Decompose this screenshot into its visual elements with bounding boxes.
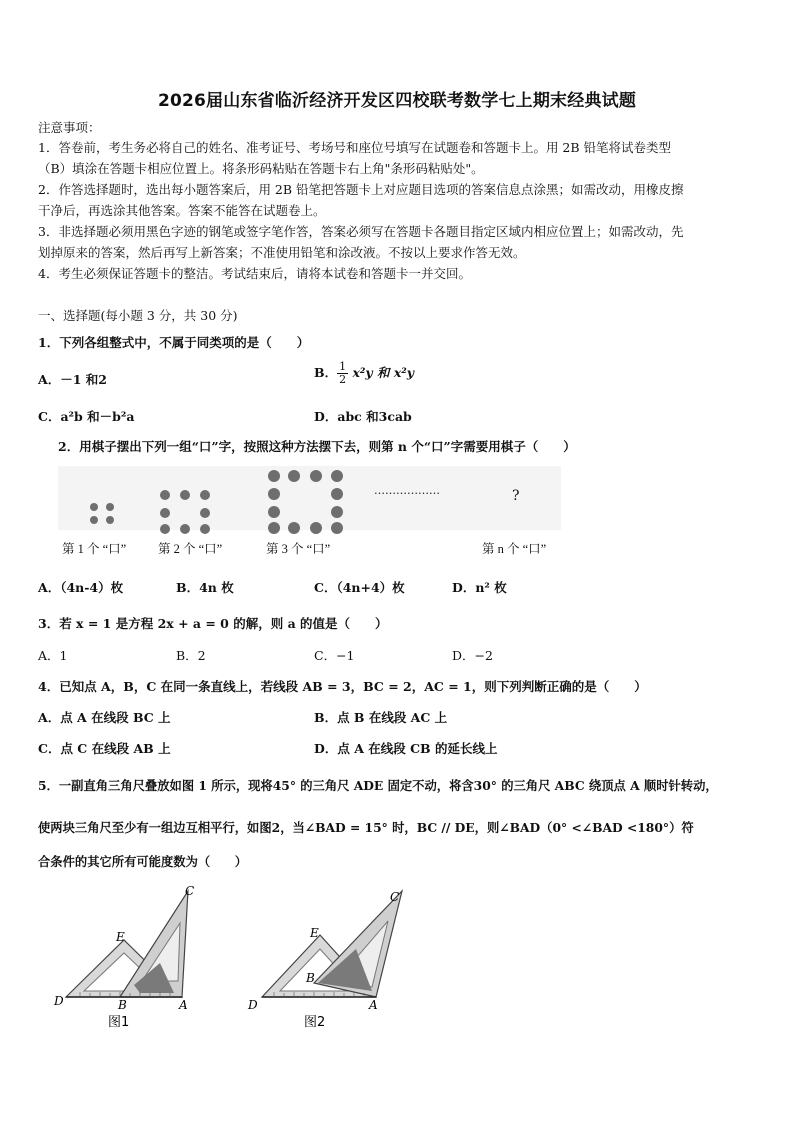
chess-piece [90, 516, 98, 524]
q3-stem: 3．若 x = 1 是方程 2x + a = 0 的解，则 a 的值是（ ） [38, 616, 388, 631]
note-line: 3．非选择题必须用黑色字迹的钢笔或签字笔作答，答案必须写在答题卡各题目指定区域内相应位置上；如需改动，先 [38, 224, 684, 239]
label-c: C [185, 885, 195, 898]
q2-option-b: B．4n 枚 [176, 580, 234, 595]
notes-header: 注意事项： [38, 120, 101, 135]
q2-option-d: D．n² 枚 [452, 580, 507, 595]
fraction-numerator: 1 [339, 360, 347, 373]
chess-piece [268, 506, 280, 518]
chess-piece [331, 522, 343, 534]
question-mark: ? [512, 488, 520, 504]
figure-caption: 第 1 个 “口” [62, 542, 127, 556]
q4-stem: 4．已知点 A，B，C 在同一条直线上，若线段 AB = 3，BC = 2，AC = 1，则下列判断正确的是（ ） [38, 679, 647, 694]
q3-option-b: B．2 [176, 648, 206, 663]
label-b: B [118, 998, 127, 1012]
chess-piece [200, 490, 210, 500]
chess-piece [331, 488, 343, 500]
q1-option-b-prefix: B． [314, 365, 338, 380]
ellipsis: ……………… [374, 484, 440, 497]
note-line: （B）填涂在答题卡相应位置上。将条形码粘贴在答题卡右上角"条形码粘贴处"。 [38, 161, 484, 176]
q5-line: 使两块三角尺至少有一组边互相平行，如图2，当∠BAD = 15° 时，BC // DE，则∠BAD（0° <∠BAD <180°）符 [38, 820, 694, 835]
label-a: A [179, 998, 188, 1012]
q3-option-c: C．−1 [314, 648, 355, 663]
chess-piece [268, 488, 280, 500]
figure-caption: 第 2 个 “口” [158, 542, 223, 556]
q1-option-d: D．abc 和3cab [314, 409, 412, 424]
q1-option-b [314, 361, 414, 386]
chess-piece [180, 490, 190, 500]
section-heading: 一、选择题(每小题 3 分，共 30 分) [38, 308, 238, 323]
q1-option-b-rest: x²y 和 x²y [352, 365, 415, 380]
q3-option-d: D．−2 [452, 648, 493, 663]
note-line: 1．答卷前，考生务必将自己的姓名、准考证号、考场号和座位号填写在试题卷和答题卡上。用 2B 铅笔将试卷类型 [38, 140, 672, 155]
label-c: C [390, 890, 400, 904]
chess-piece [288, 522, 300, 534]
q2-figure [58, 466, 561, 530]
chess-piece [106, 503, 114, 511]
chess-piece [310, 470, 322, 482]
chess-piece [160, 508, 170, 518]
chess-piece [106, 516, 114, 524]
q5-line: 合条件的其它所有可能度数为（ ） [38, 854, 248, 869]
chess-piece [180, 524, 190, 534]
q5-line: 5．一副直角三角尺叠放如图 1 所示，现将45° 的三角尺 ADE 固定不动，将含30° 的三角尺 ABC 绕顶点 A 顺时针转动， [38, 778, 718, 793]
figure-caption: 图1 [108, 1015, 130, 1030]
note-line: 4．考生必须保证答题卡的整洁。考试结束后，请将本试卷和答题卡一并交回。 [38, 266, 471, 281]
chess-piece [90, 503, 98, 511]
note-line: 干净后，再选涂其他答案。答案不能答在试题卷上。 [38, 203, 326, 218]
chess-piece [268, 470, 280, 482]
page-title: 2026届山东省临沂经济开发区四校联考数学七上期末经典试题 [157, 91, 637, 111]
note-line: 2．作答选择题时，选出每小题答案后，用 2B 铅笔把答题卡上对应题目选项的答案信息点涂黑；如需改动，用橡皮擦 [38, 182, 684, 197]
q2-option-a: A．（4n-4）枚 [38, 580, 124, 595]
chess-piece [331, 506, 343, 518]
figure-caption: 第 n 个 “口” [482, 542, 547, 556]
label-d: D [248, 998, 258, 1012]
q2-option-c: C．（4n+4）枚 [314, 580, 405, 595]
q4-option-d: D．点 A 在线段 CB 的延长线上 [314, 741, 498, 756]
fraction-denominator: 2 [339, 373, 347, 386]
chess-piece [160, 524, 170, 534]
q2-stem: 2．用棋子摆出下列一组“口”字，按照这种方法摆下去，则第 n 个“口”字需要用棋子（ ） [58, 439, 576, 454]
label-e: E [310, 926, 319, 940]
chess-piece [200, 524, 210, 534]
label-e: E [116, 930, 125, 944]
q4-option-c: C．点 C 在线段 AB 上 [38, 741, 171, 756]
note-line: 划掉原来的答案，然后再写上新答案；不准使用铅笔和涂改液。不按以上要求作答无效。 [38, 245, 526, 260]
q4-option-b: B．点 B 在线段 AC 上 [314, 710, 448, 725]
label-d: D [54, 994, 64, 1008]
figure-caption: 图2 [304, 1015, 326, 1030]
q1-option-a: A．－1 和2 [38, 372, 107, 387]
chess-piece [160, 490, 170, 500]
q5-figure-1 [50, 885, 210, 1035]
chess-piece [288, 470, 300, 482]
q1-option-c: C．a²b 和－b²a [38, 409, 135, 424]
chess-piece [310, 522, 322, 534]
label-a: A [369, 998, 378, 1012]
q4-option-a: A．点 A 在线段 BC 上 [38, 710, 171, 725]
fraction [337, 361, 348, 386]
figure-caption: 第 3 个 “口” [266, 542, 331, 556]
q5-figure-2 [244, 885, 414, 1035]
q1-stem: 1．下列各组整式中，不属于同类项的是（ ） [38, 335, 310, 350]
label-b: B [306, 971, 315, 985]
chess-piece [268, 522, 280, 534]
chess-piece [200, 508, 210, 518]
q3-option-a: A．1 [38, 648, 68, 663]
chess-piece [331, 470, 343, 482]
